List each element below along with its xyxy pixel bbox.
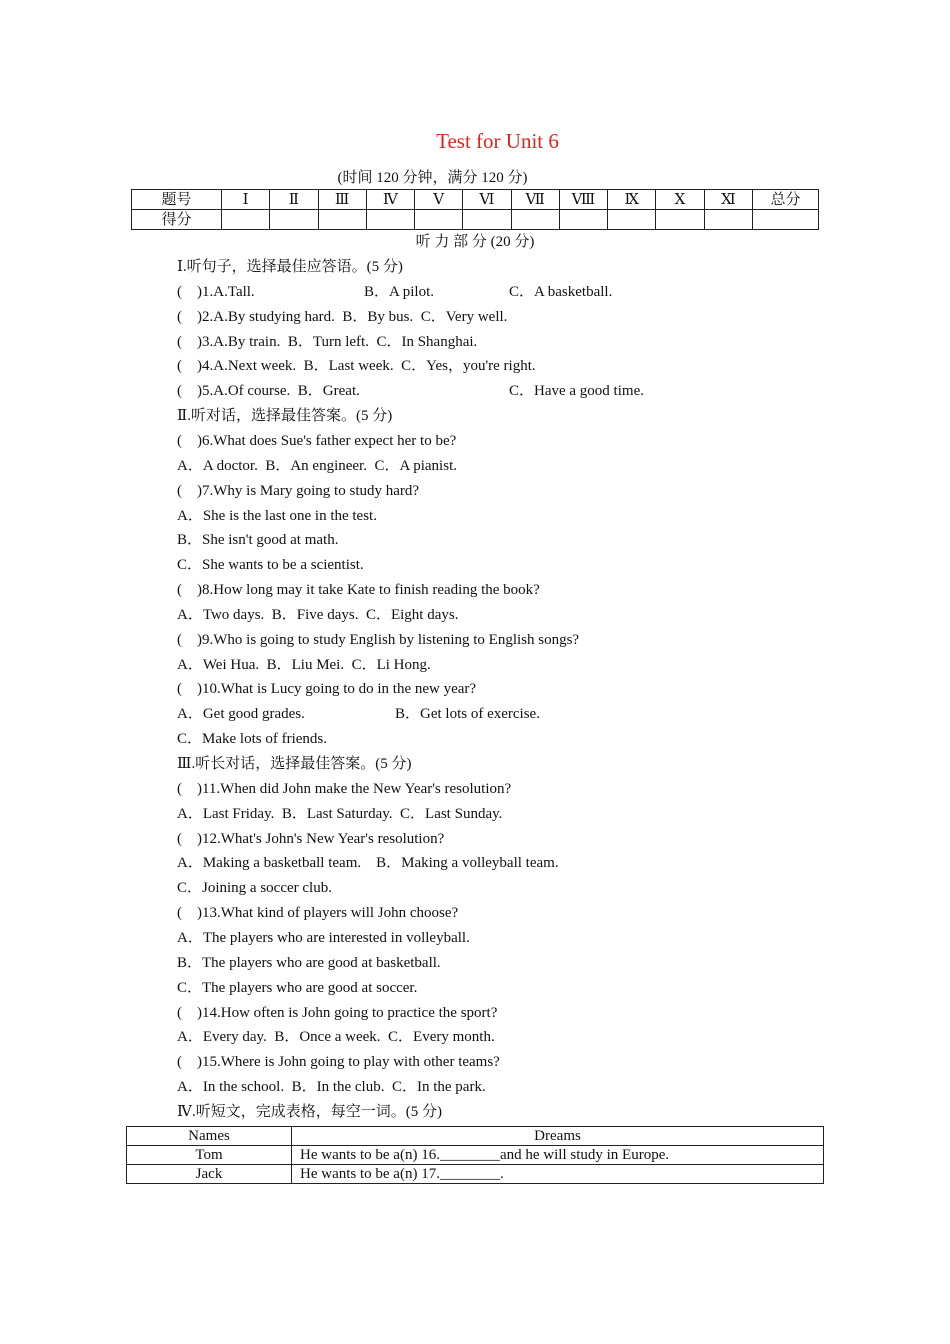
score-cell bbox=[753, 210, 819, 230]
dreams-header-names: Names bbox=[127, 1127, 292, 1146]
question-line bbox=[177, 258, 403, 276]
question-text: B．The players who are good at basketball. bbox=[177, 954, 441, 971]
question-line bbox=[177, 1028, 495, 1046]
score-cell bbox=[704, 210, 752, 230]
question-text: ( )10.What is Lucy going to do in the new year? bbox=[177, 681, 477, 698]
question-line bbox=[177, 954, 441, 972]
question-text: ( )11.When did John make the New Year's resolution? bbox=[177, 780, 512, 797]
question-text: ( )7.Why is Mary going to study hard? bbox=[177, 482, 420, 499]
question-text: A．Making a basketball team. B．Making a volleyball team. bbox=[177, 855, 559, 872]
score-cell bbox=[511, 210, 559, 230]
question-text: A．She is the last one in the test. bbox=[177, 507, 377, 524]
score-row-label: 得分 bbox=[132, 210, 222, 230]
score-cell bbox=[608, 210, 656, 230]
question-text: A．Last Friday. B．Last Saturday. C．Last Sunday. bbox=[177, 805, 503, 822]
question-line bbox=[177, 1103, 442, 1121]
table-row bbox=[127, 1146, 824, 1165]
score-cell bbox=[463, 210, 511, 230]
question-text: Ⅲ.听长对话，选择最佳答案。(5 分) bbox=[177, 756, 412, 772]
question-line bbox=[177, 357, 536, 375]
question-text: A．Every day. B．Once a week. C．Every month. bbox=[177, 1029, 495, 1046]
table-row bbox=[127, 1165, 824, 1184]
question-line bbox=[177, 705, 540, 723]
score-cell bbox=[318, 210, 366, 230]
question-line bbox=[177, 333, 477, 351]
score-cell bbox=[656, 210, 704, 230]
question-text: C．The players who are good at soccer. bbox=[177, 979, 418, 996]
score-header-cell: Ⅰ bbox=[222, 190, 270, 210]
question-text: ( )15.Where is John going to play with other teams? bbox=[177, 1054, 500, 1071]
question-text: ( )1.A.Tall. bbox=[177, 283, 255, 300]
dreams-name-cell: Jack bbox=[127, 1165, 292, 1184]
score-cell bbox=[366, 210, 414, 230]
score-header-cell: Ⅵ bbox=[463, 190, 511, 210]
question-text: ( )6.What does Sue's father expect her to be? bbox=[177, 432, 457, 449]
question-text: ( )8.How long may it take Kate to finish reading the book? bbox=[177, 582, 540, 599]
question-line bbox=[177, 680, 476, 698]
question-line bbox=[177, 556, 364, 574]
question-text: ( )4.A.Next week. B．Last week. C．Yes，you're right. bbox=[177, 358, 536, 375]
question-text: A．Get good grades. bbox=[177, 706, 305, 723]
question-line bbox=[177, 879, 332, 897]
question-text: Ⅳ.听短文，完成表格，每空一词。(5 分) bbox=[177, 1103, 442, 1120]
question-line bbox=[177, 606, 458, 624]
question-line bbox=[177, 308, 507, 326]
question-text: ( )13.What kind of players will John choose? bbox=[177, 905, 459, 922]
dreams-dream-cell: He wants to be a(n) 16.________and he will study in Europe. bbox=[292, 1146, 824, 1165]
listening-section-title: 听 力 部 分 (20 分) bbox=[415, 234, 535, 250]
score-header-cell: Ⅷ bbox=[559, 190, 607, 210]
dreams-table-header-row bbox=[127, 1127, 824, 1146]
question-line bbox=[177, 830, 444, 848]
question-text: ( )12.What's John's New Year's resolution? bbox=[177, 830, 445, 847]
question-text: A．In the school. B．In the club. C．In the park. bbox=[177, 1079, 486, 1096]
question-line bbox=[177, 1004, 497, 1022]
question-text: Ⅱ.听对话，选择最佳答案。(5 分) bbox=[177, 408, 393, 425]
question-line bbox=[177, 631, 579, 649]
score-header-cell: 总分 bbox=[753, 190, 819, 210]
score-header-cell: Ⅴ bbox=[415, 190, 463, 210]
score-cell bbox=[559, 210, 607, 230]
question-text: ( )14.How often is John going to practice the sport? bbox=[177, 1004, 498, 1021]
question-line bbox=[177, 531, 338, 549]
question-line bbox=[177, 432, 456, 450]
question-line bbox=[177, 457, 457, 475]
page-title: Test for Unit 6 bbox=[436, 129, 559, 153]
score-header-cell: Ⅳ bbox=[366, 190, 414, 210]
question-line bbox=[177, 854, 559, 872]
page-subtitle: (时间 120 分钟，满分 120 分) bbox=[337, 170, 528, 186]
question-text: A．The players who are interested in volleyball. bbox=[177, 929, 470, 946]
question-line bbox=[177, 581, 540, 599]
question-line bbox=[177, 1078, 486, 1096]
score-header-cell: Ⅹ bbox=[656, 190, 704, 210]
score-cell bbox=[415, 210, 463, 230]
question-line bbox=[177, 780, 511, 798]
question-text: A．A doctor. B．An engineer. C．A pianist. bbox=[177, 457, 457, 474]
option-text: C．A basketball. bbox=[509, 283, 613, 300]
question-line bbox=[177, 805, 502, 823]
question-text: C．Make lots of friends. bbox=[177, 731, 327, 748]
score-table bbox=[131, 189, 819, 230]
dreams-table bbox=[126, 1126, 824, 1184]
option-text: C．Have a good time. bbox=[509, 383, 644, 400]
score-table-header-row bbox=[132, 190, 819, 210]
question-line bbox=[177, 507, 377, 525]
question-text: ( )5.A.Of course. B．Great. bbox=[177, 383, 360, 400]
question-text: ( )3.A.By train. B．Turn left. C．In Shanghai. bbox=[177, 333, 478, 350]
option-text: B．Get lots of exercise. bbox=[395, 706, 540, 723]
dreams-name-cell: Tom bbox=[127, 1146, 292, 1165]
question-text: Ⅰ.听句子，选择最佳应答语。(5 分) bbox=[177, 259, 403, 275]
question-text: C．She wants to be a scientist. bbox=[177, 557, 364, 574]
question-line bbox=[177, 382, 644, 400]
question-line bbox=[177, 656, 431, 674]
question-text: ( )9.Who is going to study English by listening to English songs? bbox=[177, 631, 580, 648]
question-line bbox=[177, 283, 613, 301]
question-line bbox=[177, 904, 458, 922]
dreams-dream-cell: He wants to be a(n) 17.________. bbox=[292, 1165, 824, 1184]
question-line bbox=[177, 730, 327, 748]
question-line bbox=[177, 755, 411, 773]
score-cell bbox=[270, 210, 318, 230]
score-table-score-row bbox=[132, 210, 819, 230]
question-line bbox=[177, 482, 419, 500]
question-line bbox=[177, 407, 392, 425]
question-text: A．Wei Hua. B．Liu Mei. C．Li Hong. bbox=[177, 656, 431, 673]
question-line bbox=[177, 929, 470, 947]
question-text: ( )2.A.By studying hard. B．By bus. C．Very well. bbox=[177, 308, 508, 325]
score-header-cell: Ⅸ bbox=[608, 190, 656, 210]
question-text: A．Two days. B．Five days. C．Eight days. bbox=[177, 606, 459, 623]
question-text: B．She isn't good at math. bbox=[177, 532, 339, 549]
score-header-cell: Ⅺ bbox=[704, 190, 752, 210]
question-line bbox=[177, 979, 417, 997]
score-header-cell: Ⅶ bbox=[511, 190, 559, 210]
score-cell bbox=[222, 210, 270, 230]
dreams-header-dreams: Dreams bbox=[292, 1127, 824, 1146]
score-header-cell: Ⅲ bbox=[318, 190, 366, 210]
question-line bbox=[177, 1053, 500, 1071]
question-text: C．Joining a soccer club. bbox=[177, 880, 332, 897]
score-header-cell: Ⅱ bbox=[270, 190, 318, 210]
score-header-cell: 题号 bbox=[132, 190, 222, 210]
option-text: B．A pilot. bbox=[364, 283, 435, 300]
